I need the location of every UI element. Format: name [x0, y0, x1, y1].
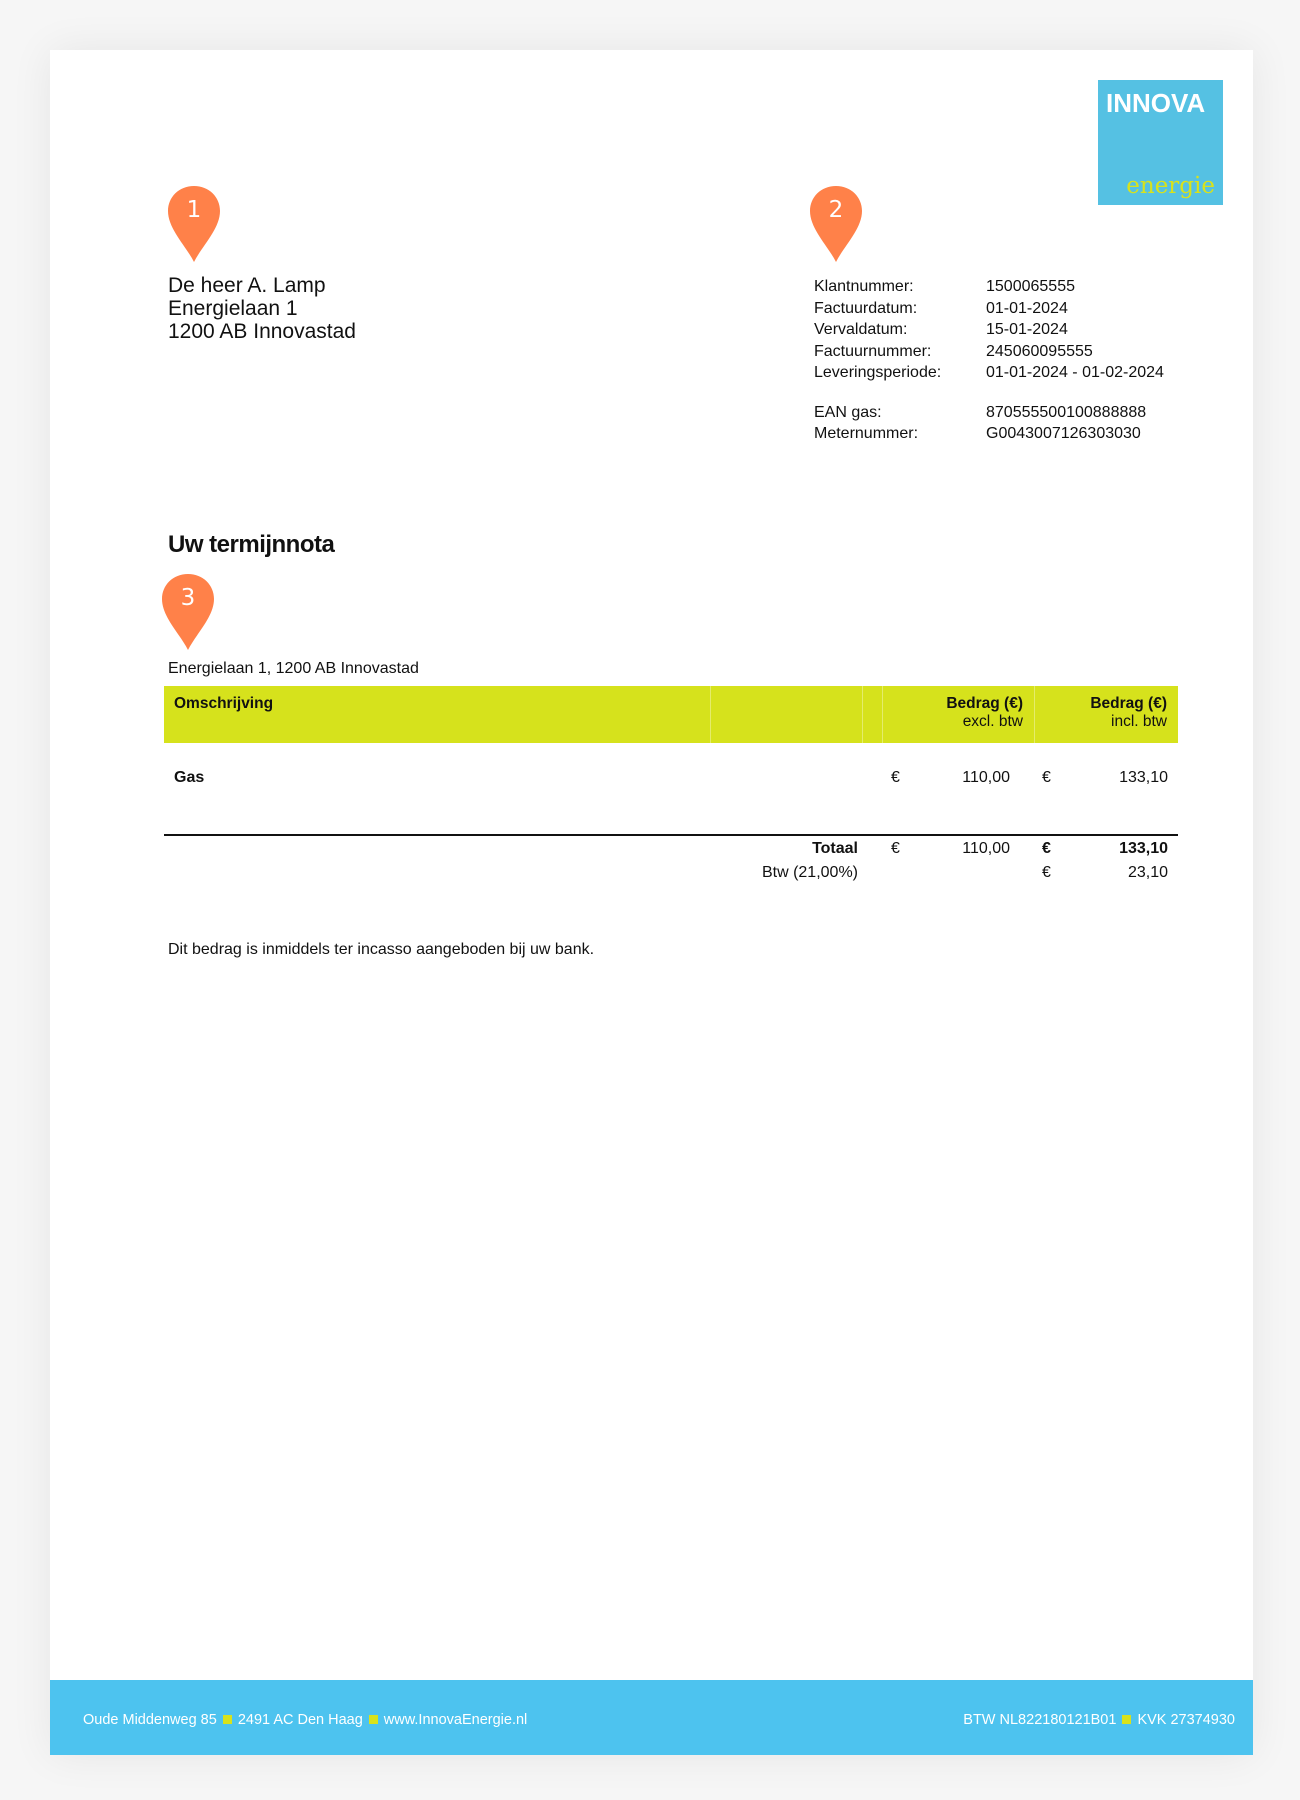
detail-label: Vervaldatum: — [814, 321, 908, 338]
square-bullet-icon — [223, 1715, 232, 1724]
detail-value: 1500065555 — [986, 278, 1075, 295]
total-amount-incl: 133,10 — [1119, 840, 1168, 857]
marker-2-number: 2 — [828, 197, 844, 223]
header-amount-excl-sub: excl. btw — [962, 713, 1023, 730]
row-amount-excl: 110,00 — [962, 769, 1010, 786]
detail-label: Meternummer: — [814, 425, 919, 442]
total-divider — [164, 834, 1178, 836]
recipient-city: 1200 AB Innovastad — [168, 320, 356, 343]
detail-customer-number — [814, 276, 1164, 298]
marker-3-icon — [160, 572, 216, 652]
detail-meter-number — [814, 423, 1164, 445]
header-amount-incl — [1024, 695, 1167, 731]
detail-delivery-period — [814, 362, 1164, 384]
footer-website-link[interactable]: www.InnovaEnergie.nl — [383, 1712, 528, 1728]
delivery-address: Energielaan 1, 1200 AB Innovastad — [168, 660, 419, 677]
vat-amount: 23,10 — [1127, 864, 1168, 881]
logo-wordmark-top: INNOVA — [1106, 88, 1206, 118]
invoice-details — [814, 276, 1164, 445]
detail-value: 245060095555 — [986, 342, 1093, 360]
footer-postal: 2491 AC Den Haag — [237, 1712, 363, 1728]
detail-label: Factuurdatum: — [814, 299, 918, 317]
header-amount-incl-sub: incl. btw — [1111, 713, 1167, 730]
header-amount-excl-label: Bedrag (€) — [946, 695, 1023, 712]
row-description: Gas — [174, 769, 205, 786]
footer-vat-number: BTW NL822180121B01 — [963, 1712, 1117, 1728]
row-currency-incl: € — [1042, 769, 1051, 786]
marker-2-icon — [808, 184, 864, 264]
detail-label: Leveringsperiode: — [814, 364, 942, 381]
detail-value: G0043007126303030 — [986, 425, 1141, 442]
header-amount-incl-label: Bedrag (€) — [1090, 695, 1167, 712]
innova-energie-logo — [1098, 80, 1223, 205]
detail-value: 870555500100888888 — [986, 403, 1147, 421]
detail-label: Factuurnummer: — [814, 342, 932, 360]
footer-bar — [50, 1680, 1253, 1755]
footer-company-address — [83, 1712, 527, 1728]
total-currency-incl: € — [1042, 840, 1051, 857]
row-currency-excl: € — [891, 769, 900, 786]
payment-note: Dit bedrag is inmiddels ter incasso aangeboden bij uw bank. — [168, 941, 595, 958]
detail-value: 01-01-2024 - 01-02-2024 — [986, 364, 1164, 381]
recipient-name: De heer A. Lamp — [168, 274, 326, 297]
vat-label: Btw (21,00%) — [761, 864, 858, 881]
total-amount-excl: 110,00 — [962, 840, 1010, 857]
detail-ean-gas — [814, 402, 1164, 424]
total-currency-excl: € — [891, 840, 900, 857]
marker-1-number: 1 — [186, 197, 202, 223]
square-bullet-icon — [1122, 1715, 1131, 1724]
recipient-street: Energielaan 1 — [168, 297, 298, 320]
page-title: Uw termijnnota — [168, 531, 335, 558]
header-amount-excl — [864, 695, 1023, 731]
marker-3-number: 3 — [180, 585, 196, 611]
footer-street: Oude Middenweg 85 — [83, 1712, 217, 1728]
recipient-address — [168, 274, 356, 343]
row-amount-incl: 133,10 — [1119, 769, 1168, 786]
detail-invoice-date — [814, 298, 1164, 320]
marker-1-icon — [166, 184, 222, 264]
detail-value: 15-01-2024 — [986, 321, 1068, 338]
footer-registration — [963, 1712, 1235, 1728]
header-description: Omschrijving — [174, 695, 274, 712]
detail-due-date — [814, 319, 1164, 341]
vat-currency: € — [1042, 864, 1051, 881]
square-bullet-icon — [369, 1715, 378, 1724]
detail-label: Klantnummer: — [814, 278, 914, 295]
total-label: Totaal — [812, 840, 858, 857]
footer-kvk: KVK 27374930 — [1137, 1712, 1235, 1728]
logo-wordmark-bottom: energie — [1126, 173, 1215, 199]
detail-label: EAN gas: — [814, 403, 882, 421]
detail-invoice-number — [814, 341, 1164, 363]
detail-value: 01-01-2024 — [986, 299, 1068, 317]
table-header — [164, 686, 1178, 743]
